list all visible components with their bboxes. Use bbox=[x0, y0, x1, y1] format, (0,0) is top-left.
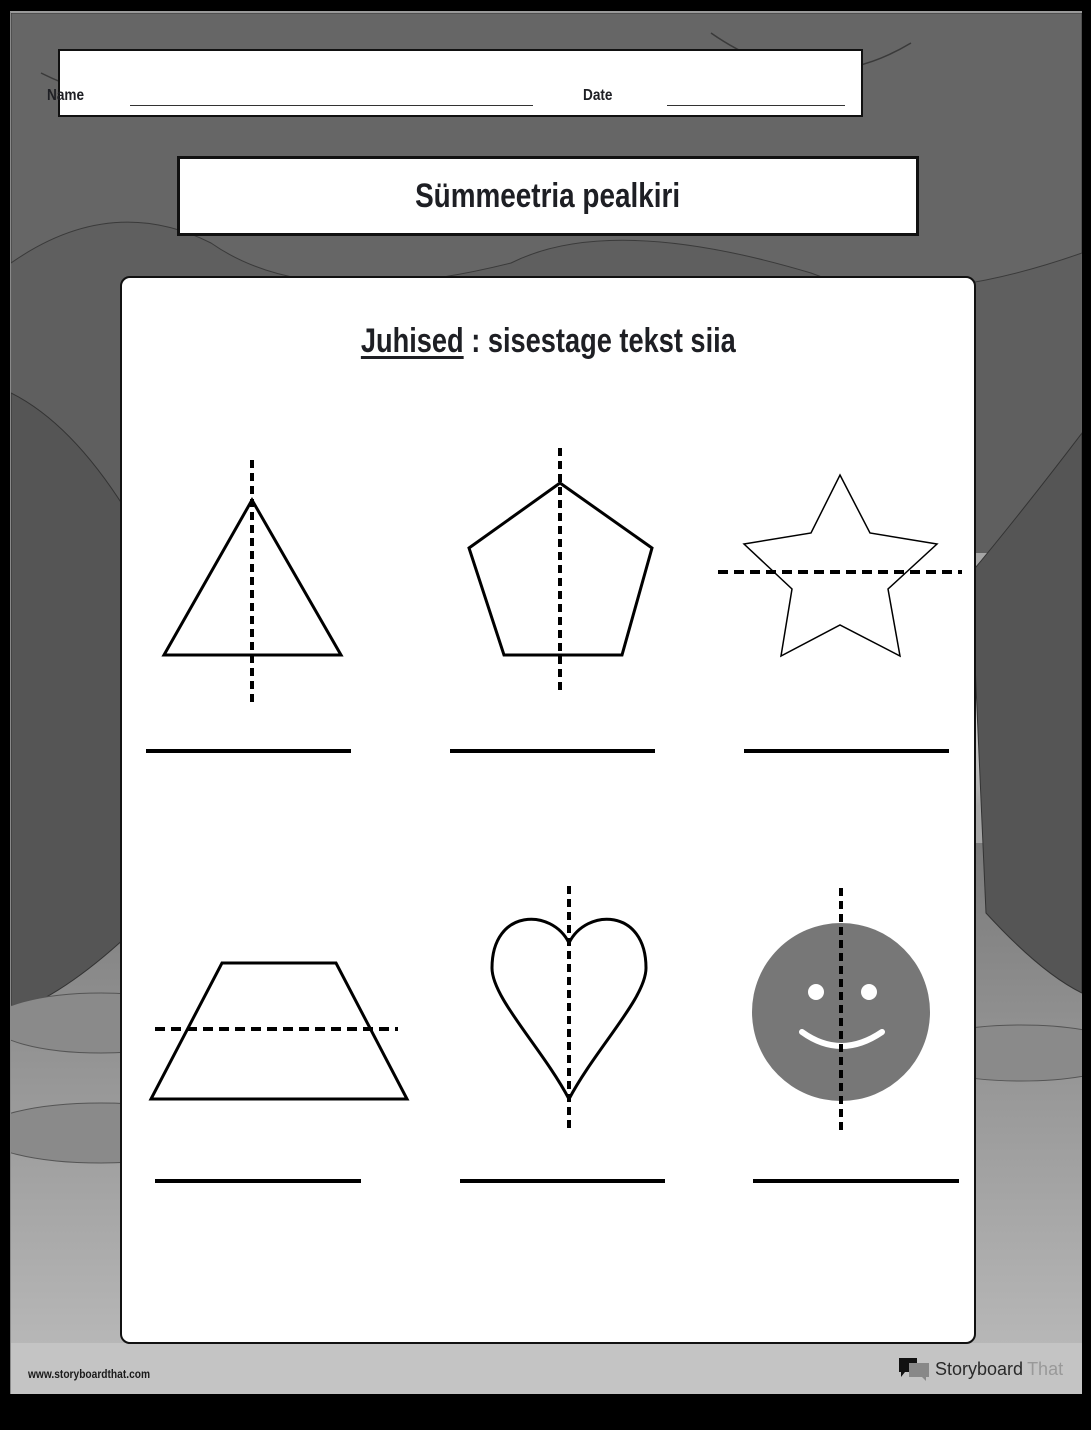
worksheet-card bbox=[120, 276, 976, 1344]
instructions-label: Juhised bbox=[360, 322, 464, 360]
title-box bbox=[177, 156, 919, 236]
trapezoid-shape bbox=[151, 963, 407, 1181]
worksheet-page bbox=[10, 11, 1082, 1394]
smiley-face-icon bbox=[752, 888, 959, 1181]
name-label: Name bbox=[47, 87, 85, 104]
instructions-text: sisestage tekst siia bbox=[487, 322, 736, 360]
symmetry-shapes bbox=[122, 278, 978, 1346]
brand-secondary: That bbox=[1027, 1358, 1064, 1379]
speech-bubbles-icon bbox=[897, 1356, 931, 1382]
footer-url[interactable]: www.storyboardthat.com bbox=[28, 1367, 151, 1381]
triangle-shape bbox=[146, 460, 351, 751]
name-date-box bbox=[58, 49, 863, 117]
page-title: Sümmeetria pealkiri bbox=[415, 176, 681, 215]
pentagon-shape bbox=[450, 448, 655, 751]
date-input-line[interactable] bbox=[667, 105, 845, 106]
heart-shape bbox=[460, 886, 665, 1181]
star-shape bbox=[718, 475, 962, 751]
instructions-separator: : bbox=[463, 322, 488, 360]
storyboardthat-logo[interactable] bbox=[897, 1356, 1063, 1382]
date-label: Date bbox=[583, 87, 613, 104]
brand-primary: Storyboard bbox=[935, 1358, 1024, 1379]
name-input-line[interactable] bbox=[130, 105, 533, 106]
